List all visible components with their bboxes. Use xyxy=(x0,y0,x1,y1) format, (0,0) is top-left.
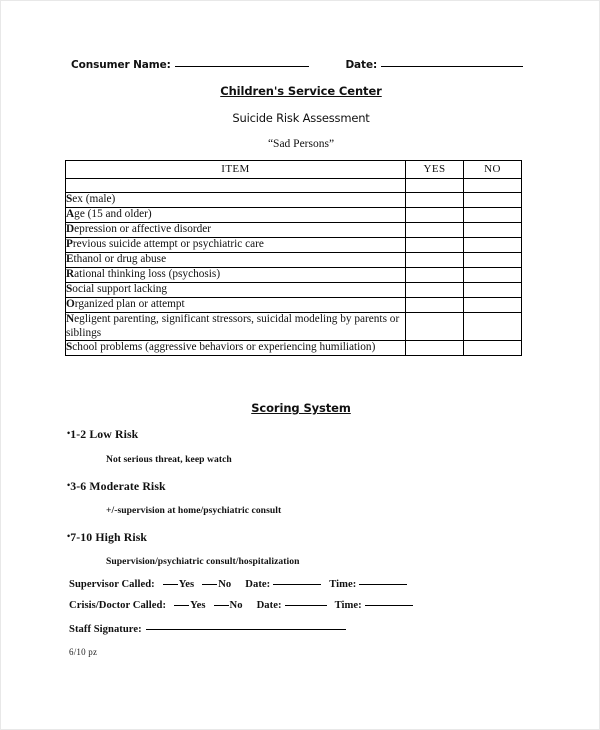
bullet-icon: • xyxy=(67,480,71,490)
risk-level-high-description: Supervision/psychiatric consult/hospitalization xyxy=(106,556,300,567)
supervisor-yes-label: Yes xyxy=(178,579,195,590)
item-label xyxy=(66,283,406,298)
yes-checkbox-cell[interactable] xyxy=(406,223,464,238)
bullet-icon: • xyxy=(67,428,71,438)
table-row xyxy=(66,298,522,313)
item-label xyxy=(66,208,406,223)
document-title: Suicide Risk Assessment xyxy=(232,111,370,125)
staff-signature-line xyxy=(69,624,346,635)
item-lead-letter: D xyxy=(66,223,75,235)
column-header-item: ITEM xyxy=(66,161,406,179)
yes-checkbox-cell[interactable] xyxy=(406,313,464,341)
yes-checkbox-cell[interactable] xyxy=(406,208,464,223)
no-checkbox-cell[interactable] xyxy=(464,298,522,313)
item-lead-letter: S xyxy=(66,193,73,205)
supervisor-called-label: Supervisor Called: xyxy=(69,579,155,590)
risk-level-moderate xyxy=(67,479,166,494)
yes-checkbox-cell[interactable] xyxy=(406,193,464,208)
table-row xyxy=(66,238,522,253)
supervisor-no-label: No xyxy=(218,579,232,590)
no-checkbox-cell[interactable] xyxy=(464,223,522,238)
title-block xyxy=(1,84,600,150)
item-lead-letter: P xyxy=(66,238,73,250)
no-checkbox-cell[interactable] xyxy=(464,238,522,253)
item-label xyxy=(66,341,406,356)
crisis-yes-blank[interactable] xyxy=(174,605,189,606)
item-lead-letter: A xyxy=(66,208,75,220)
item-rest-text: rganized plan or attempt xyxy=(74,298,185,310)
item-label xyxy=(66,223,406,238)
risk-level-moderate-description: +/-supervision at home/psychiatric consult xyxy=(106,505,282,516)
item-rest-text: epression or affective disorder xyxy=(74,223,212,235)
no-checkbox-cell[interactable] xyxy=(464,341,522,356)
table-row xyxy=(66,313,522,341)
date-write-in[interactable] xyxy=(381,66,523,67)
risk-level-high xyxy=(67,530,147,545)
risk-level-label: 1-2 Low Risk xyxy=(70,427,139,441)
supervisor-date-label: Date: xyxy=(245,579,271,590)
supervisor-yes-blank[interactable] xyxy=(163,584,178,585)
item-rest-text: ex (male) xyxy=(72,193,116,205)
item-label xyxy=(66,193,406,208)
no-checkbox-cell[interactable] xyxy=(464,268,522,283)
mnemonic-title: “Sad Persons” xyxy=(267,138,335,150)
consumer-name-write-in[interactable] xyxy=(175,66,309,67)
table-row xyxy=(66,341,522,356)
item-lead-letter: S xyxy=(66,341,73,353)
item-lead-letter: O xyxy=(66,298,75,310)
crisis-doctor-called-line xyxy=(69,600,413,611)
spacer-item-cell xyxy=(66,179,406,193)
yes-checkbox-cell[interactable] xyxy=(406,268,464,283)
item-label xyxy=(66,238,406,253)
bullet-icon: • xyxy=(67,531,71,541)
scoring-system-heading: Scoring System xyxy=(251,401,351,415)
no-checkbox-cell[interactable] xyxy=(464,193,522,208)
crisis-date-label: Date: xyxy=(256,600,282,611)
crisis-yes-label: Yes xyxy=(190,600,206,611)
supervisor-time-label: Time: xyxy=(329,579,357,590)
footer-revision-note: 6/10 pz xyxy=(69,647,98,657)
table-row xyxy=(66,268,522,283)
supervisor-time-blank[interactable] xyxy=(359,584,407,585)
column-header-no: NO xyxy=(464,161,522,179)
consumer-name-label: Consumer Name: xyxy=(71,59,171,71)
column-header-yes: YES xyxy=(406,161,464,179)
consumer-date-row xyxy=(71,59,523,71)
table-spacer-row xyxy=(66,179,522,193)
item-rest-text: ational thinking loss (psychosis) xyxy=(74,268,221,280)
table-row xyxy=(66,223,522,238)
item-lead-letter: S xyxy=(66,283,73,295)
yes-checkbox-cell[interactable] xyxy=(406,298,464,313)
yes-checkbox-cell[interactable] xyxy=(406,283,464,298)
crisis-date-blank[interactable] xyxy=(285,605,327,606)
item-rest-text: thanol or drug abuse xyxy=(73,253,167,265)
table-header-row xyxy=(66,161,522,179)
risk-level-low-description: Not serious threat, keep watch xyxy=(106,454,232,465)
risk-assessment-table xyxy=(65,160,522,356)
crisis-no-blank[interactable] xyxy=(214,605,229,606)
yes-checkbox-cell[interactable] xyxy=(406,341,464,356)
item-lead-letter: N xyxy=(66,313,75,325)
item-rest-text: egligent parenting, significant stressors, suicidal modeling by parents or siblings xyxy=(66,313,400,339)
table-row xyxy=(66,193,522,208)
risk-level-low xyxy=(67,427,138,442)
item-lead-letter: R xyxy=(66,268,75,280)
crisis-no-label: No xyxy=(229,600,243,611)
item-label xyxy=(66,268,406,283)
table-row xyxy=(66,208,522,223)
no-checkbox-cell[interactable] xyxy=(464,283,522,298)
risk-level-label: 3-6 Moderate Risk xyxy=(70,479,166,493)
table-row xyxy=(66,253,522,268)
spacer-no-cell[interactable] xyxy=(464,179,522,193)
item-label xyxy=(66,253,406,268)
item-lead-letter: E xyxy=(66,253,74,265)
crisis-time-blank[interactable] xyxy=(365,605,413,606)
organization-title: Children's Service Center xyxy=(220,84,382,98)
supervisor-date-blank[interactable] xyxy=(273,584,321,585)
item-rest-text: ocial support lacking xyxy=(72,283,168,295)
risk-level-label: 7-10 High Risk xyxy=(70,530,148,544)
yes-checkbox-cell[interactable] xyxy=(406,253,464,268)
item-rest-text: chool problems (aggressive behaviors or experiencing humiliation) xyxy=(72,341,376,353)
item-rest-text: revious suicide attempt or psychiatric care xyxy=(72,238,264,250)
spacer-yes-cell[interactable] xyxy=(406,179,464,193)
no-checkbox-cell[interactable] xyxy=(464,313,522,341)
item-label xyxy=(66,298,406,313)
yes-checkbox-cell[interactable] xyxy=(406,238,464,253)
date-label: Date: xyxy=(345,59,378,71)
table-row xyxy=(66,283,522,298)
item-rest-text: ge (15 and older) xyxy=(74,208,152,220)
no-checkbox-cell[interactable] xyxy=(464,208,522,223)
crisis-called-label: Crisis/Doctor Called: xyxy=(69,600,167,611)
no-checkbox-cell[interactable] xyxy=(464,253,522,268)
table-body xyxy=(66,179,522,356)
item-label xyxy=(66,313,406,341)
supervisor-called-line xyxy=(69,579,407,590)
supervisor-no-blank[interactable] xyxy=(202,584,217,585)
staff-signature-blank[interactable] xyxy=(146,629,346,630)
staff-signature-label: Staff Signature: xyxy=(69,624,142,635)
crisis-time-label: Time: xyxy=(334,600,362,611)
